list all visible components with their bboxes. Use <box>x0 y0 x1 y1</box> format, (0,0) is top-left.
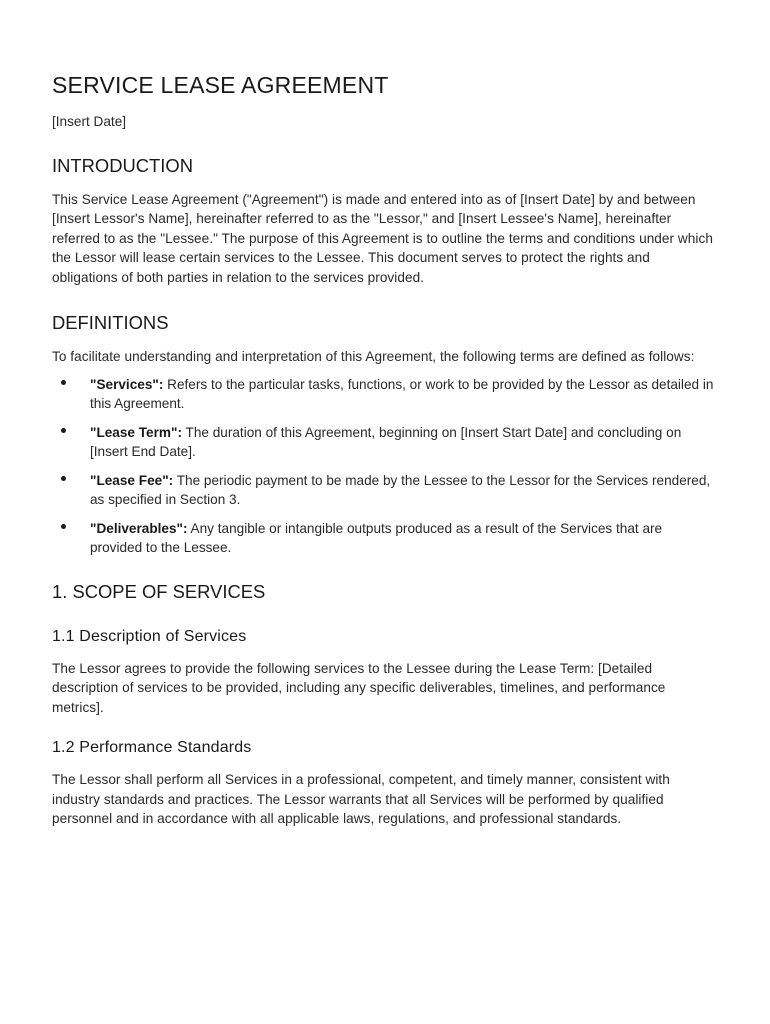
bullet-icon <box>61 380 66 385</box>
definition-term: "Lease Term": <box>90 424 182 440</box>
definition-term: "Lease Fee": <box>90 472 174 488</box>
introduction-heading: INTRODUCTION <box>52 154 193 176</box>
performance-standards-paragraph: The Lessor shall perform all Services in a professional, competent, and timely manner, consistent with industry standards and practices. The Lessor warrants that all Services will be performed by qualified personnel and in accordance with all applicable laws, regulations, and professional standards. <box>52 772 670 826</box>
definition-term: "Services": <box>90 376 164 392</box>
document-title: SERVICE LEASE AGREEMENT <box>52 72 389 98</box>
definitions-heading: DEFINITIONS <box>52 312 169 333</box>
definitions-list <box>52 375 718 558</box>
definitions-intro: To facilitate understanding and interpretation of this Agreement, the following terms are defined as follows: <box>52 349 695 364</box>
definition-item-services <box>52 375 718 414</box>
definition-text: Any tangible or intangible outputs produced as a result of the Services that are provided to the Lessee. <box>90 520 663 555</box>
bullet-icon <box>61 476 66 481</box>
description-of-services-paragraph: The Lessor agrees to provide the following services to the Lessee during the Lease Term: [Detailed description of services to be provided, including any specific deliverables, timelines, and performance metrics]. <box>52 660 666 715</box>
bullet-icon <box>61 428 66 433</box>
definition-item-deliverables <box>52 519 718 558</box>
definition-text: The periodic payment to be made by the Lessee to the Lessor for the Services rendered, as specified in Section 3. <box>90 472 711 507</box>
bullet-icon <box>61 524 66 529</box>
definition-term: "Deliverables": <box>90 520 188 536</box>
definition-item-lease-term <box>52 423 718 462</box>
performance-standards-heading: 1.2 Performance Standards <box>52 739 252 756</box>
definition-item-lease-fee <box>52 471 718 510</box>
definition-text: The duration of this Agreement, beginning on [Insert Start Date] and concluding on [Insert End Date]. <box>90 424 682 459</box>
document-date: [Insert Date] <box>52 114 127 129</box>
scope-heading: 1. SCOPE OF SERVICES <box>52 580 266 602</box>
description-of-services-heading: 1.1 Description of Services <box>52 627 247 645</box>
introduction-paragraph: This Service Lease Agreement ("Agreement") is made and entered into as of [Insert Date] by and between [Insert Lessor's Name], hereinafter referred to as the "Lessor," and [Insert Lessee's Name], hereinafter referred to as the "Lessee." The purpose of this Agreement is to outline the terms and conditions under which the Lessor will lease certain services to the Lessee. This document serves to protect the rights and obligations of both parties in relation to the services provided. <box>52 191 713 285</box>
definition-text: Refers to the particular tasks, functions, or work to be provided by the Lessor as detailed in this Agreement. <box>90 376 714 411</box>
